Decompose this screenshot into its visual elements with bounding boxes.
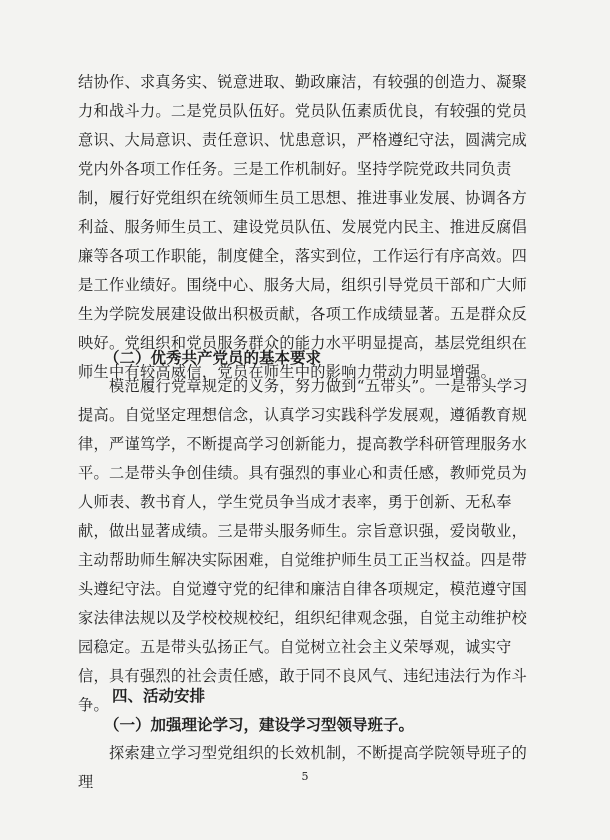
paragraph-party-org-standards: 结协作、求真务实、锐意进取、勤政廉洁，有较强的创造力、凝聚力和战斗力。二是党员队伍好。党员队伍素质优良，有较强的党员意识、大局意识、责任意识、忧患意识，严格遵纪守法，圆满完成党内外各项工作任务。三是工作机制好。坚持学院党政共同负责制，履行好党组织在统领师生员工思想、推进事业发展、协调各方利益、服务师生员工、建设党员队伍、发展党内民主、推进反腐倡廉等各项工作职能，制度健全，落实到位，工作运行有序高效。四是工作业绩好。围绕中心、服务大局，组织引导党员干部和广大师生为学院发展建设做出积极贡献，各项工作成绩显著。五是群众反映好。党组织和党员服务群众的能力水平明显提高，基层党组织在师生中有较高威信，党员在师生中的影响力带动力明显增强。 xyxy=(78,73,528,381)
page-number: 5 xyxy=(301,770,309,783)
heading-excellent-member-requirements: （二）优秀共产党员的基本要求 xyxy=(104,348,322,367)
paragraph-learning-org-mechanism: 探索建立学习型党组织的长效机制，不断提高学院领导班子的理 xyxy=(78,744,528,791)
heading-strengthen-theory-study: （一）加强理论学习，建设学习型领导班子。 xyxy=(104,715,415,734)
heading-activity-arrangement: 四、活动安排 xyxy=(112,686,206,705)
paragraph-five-leads: 模范履行党章规定的义务，努力做到“五带头”。一是带头学习提高。自觉坚定理想信念，认真学习实践科学发展观，遵循教育规律，严谨笃学，不断提高学习创新能力，提高教学科研管理服务水平。二是带头争创佳绩。具有强烈的事业心和责任感，教师党员为人师表、教书育人，学生党员争当成才表率，勇于创新、无私奉献，做出显著成绩。三是带头服务师生。宗旨意识强，爱岗敬业，主动帮助师生解决实际困难，自觉维护师生员工正当权益。四是带头遵纪守法。自觉遵守党的纪律和廉洁自律各项规定，模范遵守国家法律法规以及学校校规校纪，组织纪律观念强，自觉主动维护校园稳定。五是带头弘扬正气。自觉树立社会主义荣辱观，诚实守信，具有强烈的社会责任感，敢于同不良风气、违纪违法行为作斗争。 xyxy=(78,377,528,714)
